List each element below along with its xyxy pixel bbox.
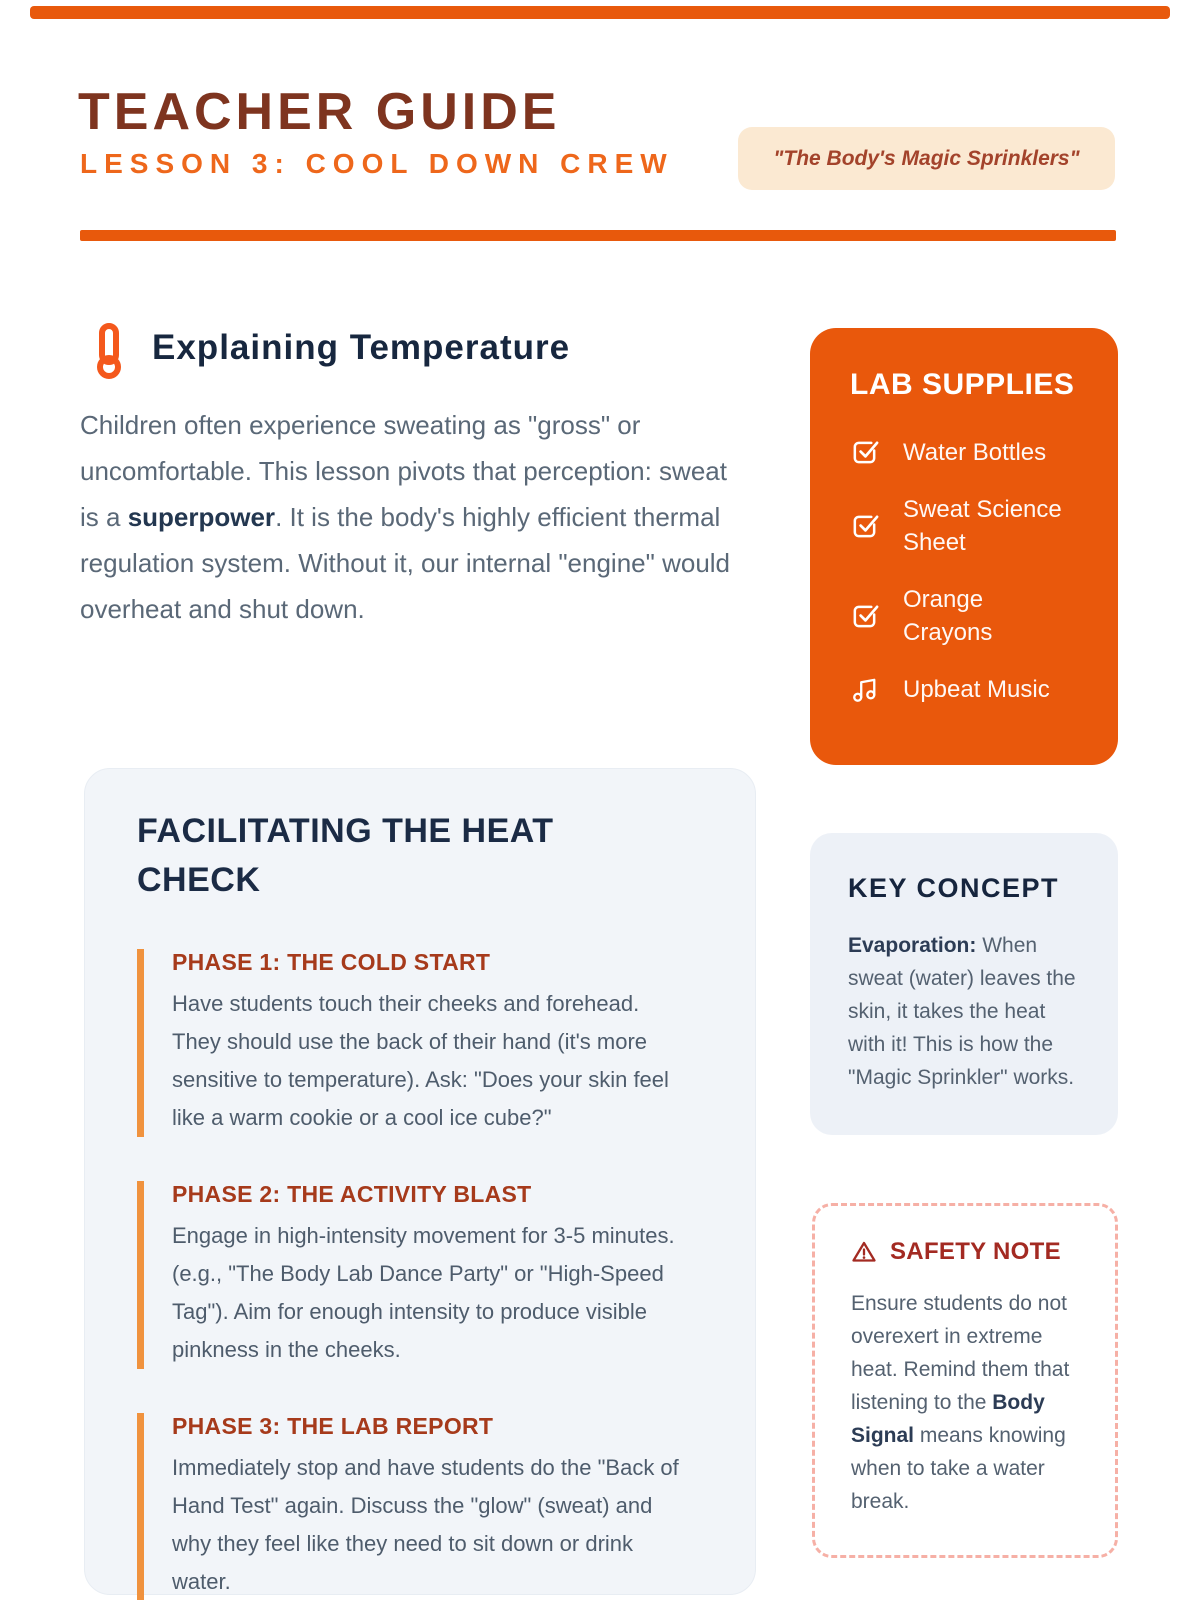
supply-item: [850, 673, 1118, 706]
phase-2-heading: PHASE 2: THE ACTIVITY BLAST: [172, 1181, 532, 1207]
intro-text-after: . It is the body's highly efficient thermal regulation system. Without it, our internal "engine" would overheat and shut down.: [80, 502, 731, 624]
safety-note-card: [812, 1203, 1118, 1558]
safety-text-before: Ensure students do not overexert in extreme heat. Remind them that listening to the: [851, 1292, 1070, 1414]
phase-block-3: [137, 1413, 755, 1600]
supply-label: Orange Crayons: [903, 586, 993, 646]
key-concept-title: KEY CONCEPT: [848, 873, 1060, 903]
lab-supplies-title: LAB SUPPLIES: [850, 368, 1075, 401]
header-divider: [80, 230, 1116, 241]
heat-check-card: [84, 768, 756, 1595]
supply-item: [850, 583, 1118, 649]
heat-check-title: FACILITATING THE HEAT CHECK: [137, 812, 554, 899]
checkbox-icon: [850, 512, 879, 541]
supply-item: [850, 436, 1118, 469]
supply-label: Sweat Science Sheet: [903, 496, 1062, 556]
checkbox-icon: [850, 438, 879, 467]
lesson-badge-text: "The Body's Magic Sprinklers": [773, 146, 1080, 170]
safety-text-after: means knowing when to take a water break.: [851, 1424, 1066, 1513]
key-concept-body: [848, 929, 1086, 1094]
phase-1-body: Have students touch their cheeks and forehead. They should use the back of their hand (it's more sensitive to temperature). Ask: "Does your skin feel like a warm cookie or a cool ice cube?": [172, 991, 669, 1130]
phase-3-body: Immediately stop and have students do the "Back of Hand Test" again. Discuss the "glow" (sweat) and why they feel like they need to sit down or drink water.: [172, 1455, 679, 1594]
safety-note-body: [851, 1287, 1087, 1518]
safety-text-bold: Body Signal: [851, 1391, 1045, 1447]
key-concept-card: [810, 833, 1118, 1135]
safety-note-header: [851, 1238, 1115, 1266]
phase-2-body: Engage in high-intensity movement for 3-5 minutes. (e.g., "The Body Lab Dance Party" or "High-Speed Tag"). Aim for enough intensity to produce visible pinkness in the cheeks.: [172, 1223, 675, 1362]
phase-1-heading: PHASE 1: THE COLD START: [172, 949, 491, 975]
key-concept-term: Evaporation:: [848, 934, 977, 957]
checkbox-icon: [850, 602, 879, 631]
phase-list: [137, 949, 755, 1600]
intro-text-before: Children often experience sweating as "gross" or uncomfortable. This lesson pivots that perception: sweat is a: [80, 410, 727, 532]
supply-label: Water Bottles: [903, 439, 1047, 466]
safety-note-title: SAFETY NOTE: [890, 1238, 1061, 1265]
lesson-badge: [738, 127, 1115, 190]
supply-item: [850, 493, 1118, 559]
phase-block-2: [137, 1181, 755, 1369]
page-subtitle: LESSON 3: COOL DOWN CREW: [80, 148, 674, 179]
phase-3-heading: PHASE 3: THE LAB REPORT: [172, 1413, 494, 1439]
intro-text-bold: superpower: [127, 502, 276, 532]
supply-label: Upbeat Music: [903, 676, 1050, 703]
top-accent-bar: [30, 6, 1170, 19]
page-title: TEACHER GUIDE: [78, 83, 561, 141]
lab-supplies-card: [810, 328, 1118, 765]
warning-triangle-icon: [851, 1240, 877, 1264]
music-note-icon: [850, 675, 879, 704]
phase-block-1: [137, 949, 755, 1137]
thermometer-icon: [92, 323, 126, 379]
intro-paragraph: [80, 402, 740, 632]
supply-list: [850, 436, 1118, 706]
section-heading: Explaining Temperature: [152, 328, 571, 367]
key-concept-text: When sweat (water) leaves the skin, it takes the heat with it! This is how the "Magic Sprinkler" works.: [848, 934, 1076, 1089]
